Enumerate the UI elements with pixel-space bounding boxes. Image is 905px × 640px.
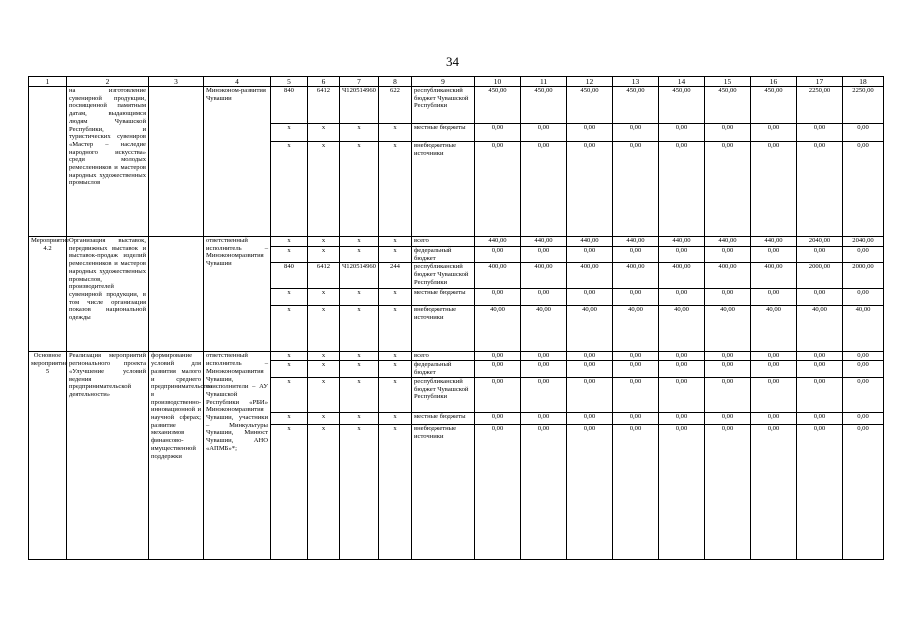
target-article-code: x [340,124,379,142]
amount-cell: 0,00 [843,247,884,263]
amount-cell: 450,00 [659,87,705,124]
amount-cell: 2000,00 [843,263,884,289]
target-article-code: Ч120514960 [340,263,379,289]
amount-cell: 440,00 [705,237,751,247]
grbs-code: 840 [271,263,308,289]
measure-executor: ответственный исполнитель – Минэкономразвития Чувашии, соисполнители – АУ Чувашской Республики «РБИ» Минэкономразвития Чувашии, участники – Минкультуры Чувашии, Минюст Чувашии, АНО «АПМБ»*; [204,352,271,559]
expense-type-code: 622 [379,87,412,124]
funding-source: республиканский бюджет Чувашской Республики [412,263,475,289]
grbs-code: x [271,237,308,247]
amount-cell: 400,00 [567,263,613,289]
amount-cell: 0,00 [475,361,521,377]
target-article-code: x [340,306,379,352]
measure-goal [149,87,204,237]
amount-cell: 400,00 [751,263,797,289]
amount-cell: 0,00 [797,142,843,237]
amount-cell: 0,00 [521,352,567,361]
header-cell: 8 [379,77,412,87]
amount-cell: 0,00 [797,377,843,412]
amount-cell: 0,00 [567,377,613,412]
amount-cell: 0,00 [475,124,521,142]
funding-source: внебюджетные источники [412,424,475,559]
target-article-code: x [340,352,379,361]
header-cell: 16 [751,77,797,87]
amount-cell: 0,00 [751,289,797,306]
funding-source: всего [412,237,475,247]
grbs-code: x [271,361,308,377]
expense-type-code: x [379,142,412,237]
amount-cell: 0,00 [843,142,884,237]
amount-cell: 0,00 [613,142,659,237]
amount-cell: 450,00 [567,87,613,124]
funding-source: всего [412,352,475,361]
header-cell: 13 [613,77,659,87]
header-cell: 5 [271,77,308,87]
amount-cell: 440,00 [659,237,705,247]
expense-type-code: x [379,377,412,412]
section-code: x [308,124,340,142]
amount-cell: 40,00 [843,306,884,352]
amount-cell: 0,00 [567,289,613,306]
amount-cell: 440,00 [613,237,659,247]
amount-cell: 0,00 [567,361,613,377]
amount-cell: 0,00 [705,124,751,142]
amount-cell: 0,00 [751,377,797,412]
amount-cell: 40,00 [521,306,567,352]
header-cell: 2 [67,77,149,87]
funding-source: внебюджетные источники [412,142,475,237]
section-code: x [308,412,340,424]
funding-source: федеральный бюджет [412,247,475,263]
target-article-code: x [340,424,379,559]
amount-cell: 0,00 [613,124,659,142]
funding-source: федеральный бюджет [412,361,475,377]
header-cell: 1 [29,77,67,87]
expense-type-code: x [379,237,412,247]
expense-type-code: x [379,124,412,142]
amount-cell: 0,00 [705,247,751,263]
amount-cell: 0,00 [613,289,659,306]
target-article-code: Ч120514960 [340,87,379,124]
amount-cell: 400,00 [659,263,705,289]
target-article-code: x [340,377,379,412]
amount-cell: 0,00 [521,289,567,306]
expense-type-code: x [379,412,412,424]
expense-type-code: 244 [379,263,412,289]
amount-cell: 2000,00 [797,263,843,289]
amount-cell: 0,00 [797,289,843,306]
header-cell: 6 [308,77,340,87]
amount-cell: 0,00 [705,412,751,424]
amount-cell: 0,00 [613,377,659,412]
amount-cell: 0,00 [797,124,843,142]
amount-cell: 450,00 [705,87,751,124]
amount-cell: 400,00 [521,263,567,289]
header-cell: 12 [567,77,613,87]
amount-cell: 0,00 [659,424,705,559]
amount-cell: 0,00 [567,424,613,559]
amount-cell: 0,00 [751,361,797,377]
amount-cell: 0,00 [843,424,884,559]
table-row [29,237,884,247]
grbs-code: x [271,247,308,263]
amount-cell: 0,00 [659,377,705,412]
table-row [29,87,884,124]
amount-cell: 0,00 [613,352,659,361]
amount-cell: 450,00 [613,87,659,124]
amount-cell: 0,00 [521,377,567,412]
target-article-code: x [340,247,379,263]
amount-cell: 0,00 [521,124,567,142]
amount-cell: 0,00 [705,142,751,237]
grbs-code: x [271,306,308,352]
grbs-code: x [271,142,308,237]
section-code: x [308,424,340,559]
amount-cell: 0,00 [659,289,705,306]
amount-cell: 2040,00 [797,237,843,247]
funding-source: местные бюджеты [412,412,475,424]
amount-cell: 0,00 [475,247,521,263]
expense-type-code: x [379,306,412,352]
header-cell: 3 [149,77,204,87]
expense-type-code: x [379,247,412,263]
grbs-code: x [271,377,308,412]
amount-cell: 40,00 [797,306,843,352]
amount-cell: 400,00 [613,263,659,289]
amount-cell: 0,00 [613,361,659,377]
amount-cell: 0,00 [521,424,567,559]
amount-cell: 0,00 [567,142,613,237]
expense-type-code: x [379,361,412,377]
funding-source: местные бюджеты [412,289,475,306]
measure-label [29,87,67,237]
amount-cell: 0,00 [751,352,797,361]
amount-cell: 0,00 [751,424,797,559]
amount-cell: 440,00 [475,237,521,247]
amount-cell: 0,00 [475,424,521,559]
funding-source: местные бюджеты [412,124,475,142]
amount-cell: 0,00 [797,352,843,361]
amount-cell: 0,00 [659,352,705,361]
header-cell: 4 [204,77,271,87]
amount-cell: 0,00 [613,247,659,263]
amount-cell: 40,00 [613,306,659,352]
amount-cell: 0,00 [705,352,751,361]
header-row [29,77,884,87]
page-number: 34 [446,54,459,69]
section-code: x [308,306,340,352]
grbs-code: x [271,124,308,142]
amount-cell: 0,00 [613,412,659,424]
expense-type-code: x [379,352,412,361]
amount-cell: 0,00 [705,361,751,377]
section-code: x [308,361,340,377]
amount-cell: 450,00 [521,87,567,124]
amount-cell: 0,00 [659,124,705,142]
section-code: x [308,247,340,263]
budget-table [28,76,884,560]
amount-cell: 0,00 [797,247,843,263]
amount-cell: 0,00 [705,377,751,412]
section-code: x [308,352,340,361]
target-article-code: x [340,289,379,306]
funding-source: внебюджетные источники [412,306,475,352]
measure-label: Мероприятие 4.2 [29,237,67,352]
section-code: x [308,377,340,412]
amount-cell: 0,00 [751,247,797,263]
header-cell: 14 [659,77,705,87]
amount-cell: 0,00 [567,412,613,424]
amount-cell: 0,00 [521,412,567,424]
amount-cell: 0,00 [567,352,613,361]
amount-cell: 40,00 [475,306,521,352]
amount-cell: 0,00 [797,412,843,424]
amount-cell: 0,00 [475,142,521,237]
amount-cell: 0,00 [751,142,797,237]
header-cell: 7 [340,77,379,87]
target-article-code: x [340,142,379,237]
amount-cell: 0,00 [659,142,705,237]
amount-cell: 0,00 [843,289,884,306]
section-code: x [308,237,340,247]
amount-cell: 0,00 [521,361,567,377]
expense-type-code: x [379,289,412,306]
amount-cell: 2250,00 [843,87,884,124]
measure-executor: ответственный исполнитель – Минэкономразвития Чувашии [204,237,271,352]
grbs-code: x [271,289,308,306]
amount-cell: 40,00 [751,306,797,352]
header-cell: 18 [843,77,884,87]
amount-cell: 450,00 [751,87,797,124]
section-code: x [308,289,340,306]
funding-source: республиканский бюджет Чувашской Республики [412,377,475,412]
amount-cell: 0,00 [797,361,843,377]
amount-cell: 0,00 [475,412,521,424]
grbs-code: x [271,352,308,361]
amount-cell: 0,00 [797,424,843,559]
section-code: 6412 [308,263,340,289]
measure-description: Организация выставок, передвижных выставок и выставок-продаж изделий ремесленников и мастеров народных художественных промыслов, производителей сувенирной продукции, в том числе организация показов национальной одежды [67,237,149,352]
amount-cell: 0,00 [843,352,884,361]
amount-cell: 0,00 [751,412,797,424]
target-article-code: x [340,237,379,247]
measure-goal [149,237,204,352]
amount-cell: 0,00 [475,289,521,306]
amount-cell: 0,00 [613,424,659,559]
amount-cell: 0,00 [567,124,613,142]
amount-cell: 0,00 [705,424,751,559]
amount-cell: 40,00 [705,306,751,352]
amount-cell: 0,00 [567,247,613,263]
target-article-code: x [340,412,379,424]
funding-source: республиканский бюджет Чувашской Республики [412,87,475,124]
measure-label: Основное мероприятие 5 [29,352,67,559]
amount-cell: 0,00 [475,377,521,412]
measure-goal: формирование условий для развития малого и среднего предпринимательства в производственно-инновационной и научной сферах; развитие механизмов финансово-имущественной поддержки [149,352,204,559]
amount-cell: 0,00 [521,142,567,237]
amount-cell: 0,00 [521,247,567,263]
amount-cell: 0,00 [475,352,521,361]
measure-description: на изготовление сувенирной продукции, посвященной памятным датам, выдающимся людям Чувашской Республики, и туристических сувениров «Мастер – наследие народного искусства» среди молодых ремесленников и мастеров народных художественных промыслов [67,87,149,237]
amount-cell: 40,00 [567,306,613,352]
grbs-code: x [271,412,308,424]
amount-cell: 0,00 [705,289,751,306]
grbs-code: x [271,424,308,559]
measure-description: Реализация мероприятий регионального проекта «Улучшение условий ведения предпринимательской деятельности» [67,352,149,559]
amount-cell: 2040,00 [843,237,884,247]
section-code: x [308,142,340,237]
amount-cell: 0,00 [843,377,884,412]
amount-cell: 400,00 [475,263,521,289]
amount-cell: 0,00 [659,361,705,377]
target-article-code: x [340,361,379,377]
table-row [29,352,884,361]
header-cell: 17 [797,77,843,87]
amount-cell: 0,00 [751,124,797,142]
amount-cell: 440,00 [567,237,613,247]
amount-cell: 400,00 [705,263,751,289]
amount-cell: 0,00 [843,412,884,424]
section-code: 6412 [308,87,340,124]
header-cell: 11 [521,77,567,87]
amount-cell: 0,00 [659,412,705,424]
grbs-code: 840 [271,87,308,124]
expense-type-code: x [379,424,412,559]
amount-cell: 440,00 [751,237,797,247]
amount-cell: 440,00 [521,237,567,247]
measure-executor: Минэконом-развития Чувашии [204,87,271,237]
amount-cell: 40,00 [659,306,705,352]
header-cell: 15 [705,77,751,87]
amount-cell: 2250,00 [797,87,843,124]
header-cell: 9 [412,77,475,87]
header-cell: 10 [475,77,521,87]
amount-cell: 0,00 [659,247,705,263]
amount-cell: 0,00 [843,361,884,377]
amount-cell: 450,00 [475,87,521,124]
amount-cell: 0,00 [843,124,884,142]
